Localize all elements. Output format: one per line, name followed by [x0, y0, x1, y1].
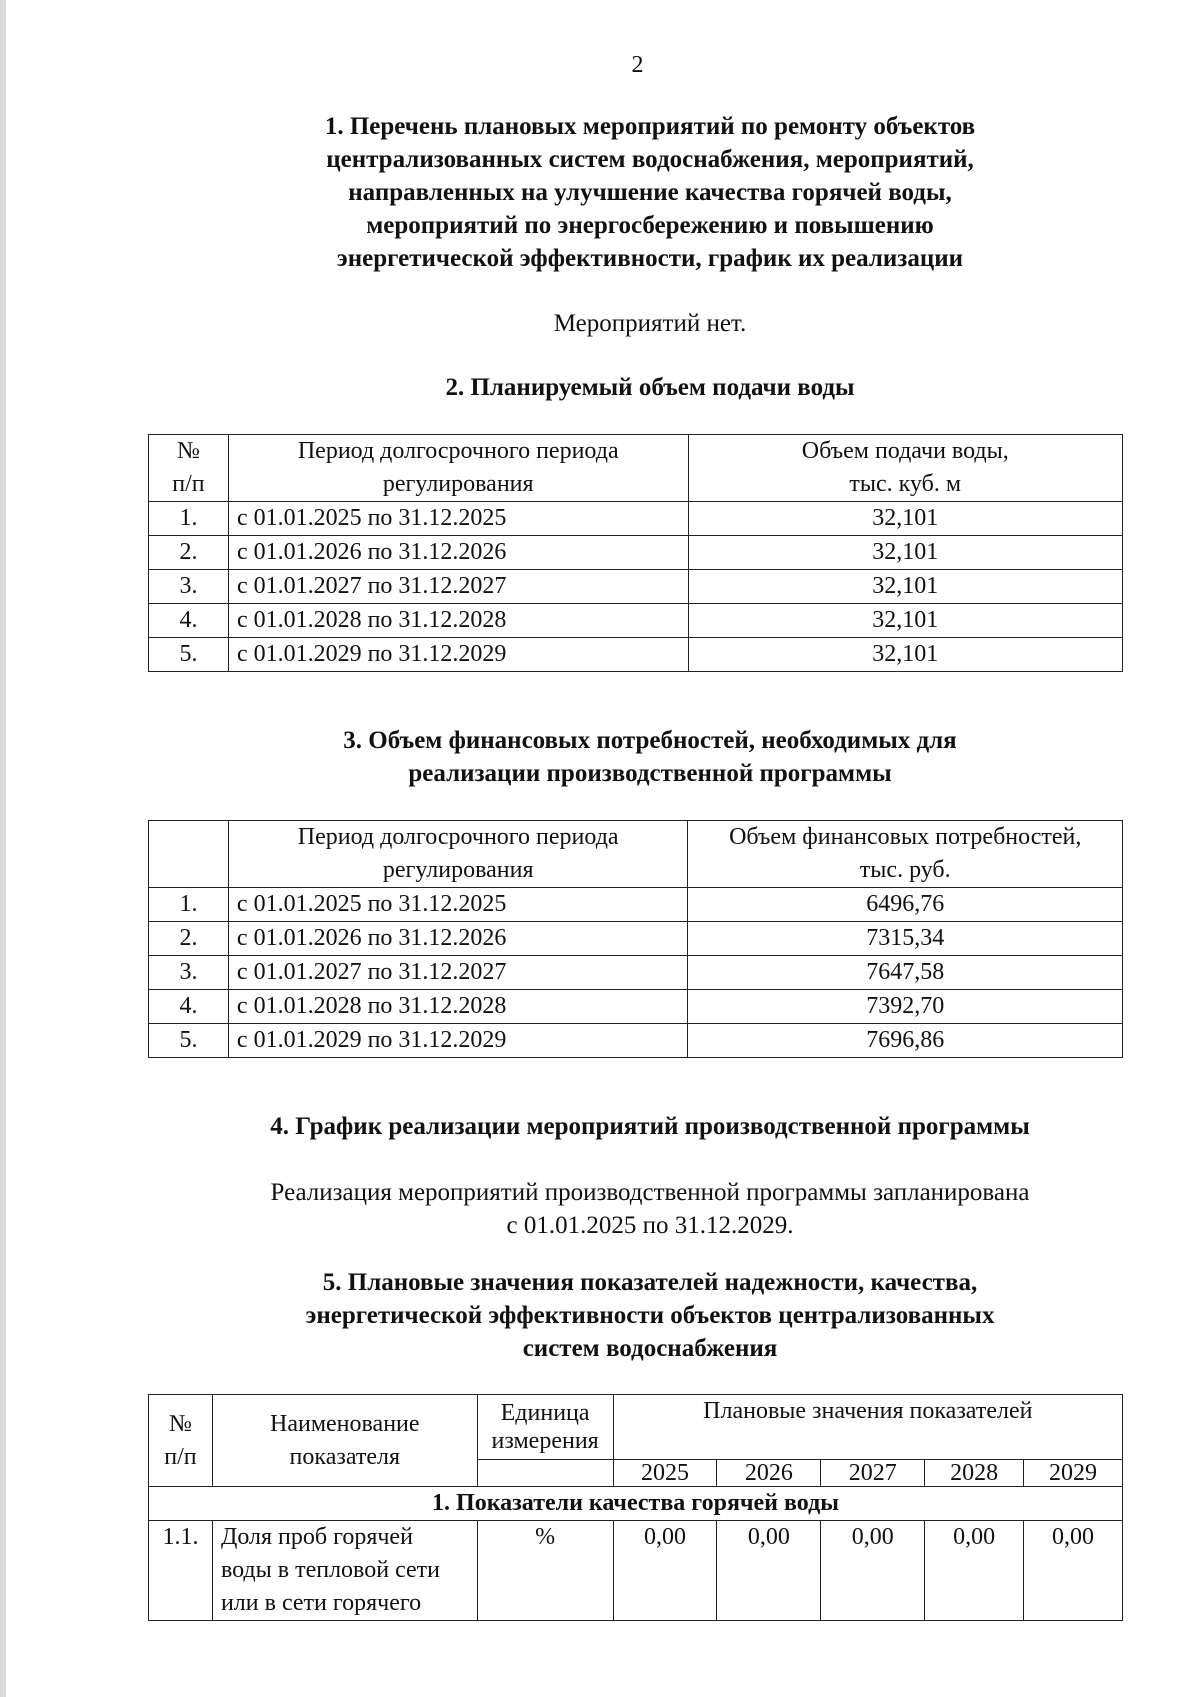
table-row	[149, 570, 1123, 604]
group-label: 1. Показатели качества горячей воды	[149, 1487, 1123, 1521]
header-planned: Плановые значения показателей	[613, 1395, 1122, 1460]
header-text: №	[169, 1410, 192, 1437]
row-period: с 01.01.2027 по 31.12.2027	[228, 570, 688, 604]
header-text: Период долгосрочного периода	[297, 824, 619, 850]
header-year: 2027	[821, 1460, 925, 1487]
section3-title	[150, 724, 1150, 790]
table-header-row	[149, 1395, 1123, 1460]
section5-title	[150, 1266, 1150, 1365]
row-period: с 01.01.2026 по 31.12.2026	[228, 536, 688, 570]
row-period: с 01.01.2028 по 31.12.2028	[228, 604, 688, 638]
row-num: 1.	[149, 502, 229, 536]
table-row	[149, 1024, 1123, 1058]
row-num: 1.1.	[149, 1521, 213, 1621]
header-year: 2028	[925, 1460, 1024, 1487]
header-text: Единица	[500, 1400, 590, 1426]
header-year: 2026	[717, 1460, 821, 1487]
table-row	[149, 956, 1123, 990]
header-text: Объем подачи воды,	[801, 438, 1009, 464]
header-num	[149, 821, 229, 888]
row-period: с 01.01.2028 по 31.12.2028	[228, 990, 688, 1024]
scan-edge	[0, 0, 6, 1697]
title-line: мероприятий по энергосбережению и повышению	[366, 212, 934, 239]
title-line: централизованных систем водоснабжения, мероприятий,	[326, 146, 974, 173]
table-group-row	[149, 1487, 1123, 1521]
title-line: энергетической эффективности объектов централизованных	[305, 1302, 995, 1329]
row-name-line: или в сети горячего	[220, 1590, 422, 1616]
row-unit: %	[477, 1521, 613, 1621]
header-value	[688, 821, 1123, 888]
section1-title	[150, 110, 1150, 275]
row-value: 0,00	[717, 1521, 821, 1621]
header-text: регулирования	[382, 471, 534, 497]
table-row	[149, 638, 1123, 672]
table-header-row	[149, 435, 1123, 502]
row-value: 0,00	[613, 1521, 717, 1621]
header-num	[149, 435, 229, 502]
header-text: Период долгосрочного периода	[297, 438, 619, 464]
row-num: 3.	[149, 956, 229, 990]
text-line: с 01.01.2025 по 31.12.2029.	[506, 1212, 794, 1239]
header-text: измерения	[491, 1428, 599, 1454]
table-row	[149, 604, 1123, 638]
table-row	[149, 888, 1123, 922]
header-unit-empty	[477, 1460, 613, 1487]
row-name	[212, 1521, 477, 1621]
row-value: 6496,76	[688, 888, 1123, 922]
row-period: с 01.01.2026 по 31.12.2026	[228, 922, 688, 956]
table-row	[149, 1521, 1123, 1621]
row-value: 32,101	[688, 638, 1123, 672]
row-num: 4.	[149, 990, 229, 1024]
section2-title: 2. Планируемый объем подачи воды	[445, 374, 855, 401]
indicators-table	[148, 1394, 1123, 1621]
page-number: 2	[631, 52, 644, 78]
header-text: показателя	[289, 1443, 401, 1470]
row-value: 7647,58	[688, 956, 1123, 990]
title-line: энергетической эффективности, график их реализации	[336, 245, 964, 272]
row-value: 32,101	[688, 570, 1123, 604]
row-period: с 01.01.2025 по 31.12.2025	[228, 502, 688, 536]
row-num: 2.	[149, 536, 229, 570]
row-name-line: Доля проб горячей	[220, 1524, 413, 1550]
header-text: №	[177, 438, 200, 464]
row-value: 7315,34	[688, 922, 1123, 956]
table-row	[149, 922, 1123, 956]
row-num: 3.	[149, 570, 229, 604]
header-year: 2029	[1024, 1460, 1123, 1487]
title-line: 1. Перечень плановых мероприятий по ремонту объектов	[324, 113, 976, 140]
table-row	[149, 536, 1123, 570]
header-text: Объем финансовых потребностей,	[729, 824, 1082, 850]
row-num: 2.	[149, 922, 229, 956]
row-period: с 01.01.2025 по 31.12.2025	[228, 888, 688, 922]
text-line: Реализация мероприятий производственной программы запланирована	[270, 1179, 1030, 1206]
header-unit	[477, 1395, 613, 1460]
row-value: 7392,70	[688, 990, 1123, 1024]
row-num: 1.	[149, 888, 229, 922]
header-text: регулирования	[382, 857, 534, 883]
title-line: систем водоснабжения	[522, 1335, 778, 1362]
header-num	[149, 1395, 213, 1487]
row-value: 0,00	[925, 1521, 1024, 1621]
water-supply-table	[148, 434, 1123, 672]
row-num: 5.	[149, 638, 229, 672]
financial-needs-table	[148, 820, 1123, 1058]
row-num: 5.	[149, 1024, 229, 1058]
title-line: 3. Объем финансовых потребностей, необходимых для	[343, 727, 957, 754]
row-value: 0,00	[1024, 1521, 1123, 1621]
row-value: 32,101	[688, 604, 1123, 638]
row-value: 32,101	[688, 502, 1123, 536]
row-num: 4.	[149, 604, 229, 638]
table-row	[149, 990, 1123, 1024]
header-text: тыс. куб. м	[849, 471, 962, 497]
row-value: 7696,86	[688, 1024, 1123, 1058]
header-period	[228, 435, 688, 502]
header-text: тыс. руб.	[859, 857, 951, 883]
row-period: с 01.01.2027 по 31.12.2027	[228, 956, 688, 990]
row-period: с 01.01.2029 по 31.12.2029	[228, 638, 688, 672]
row-period: с 01.01.2029 по 31.12.2029	[228, 1024, 688, 1058]
title-line: направленных на улучшение качества горячей воды,	[348, 179, 952, 206]
header-value	[688, 435, 1123, 502]
header-text: п/п	[164, 1443, 197, 1470]
title-line: 5. Плановые значения показателей надежности, качества,	[322, 1269, 978, 1296]
row-name-line: воды в тепловой сети	[220, 1557, 440, 1583]
header-period	[228, 821, 688, 888]
title-line: реализации производственной программы	[408, 760, 892, 787]
row-value: 0,00	[821, 1521, 925, 1621]
table-row	[149, 502, 1123, 536]
row-value: 32,101	[688, 536, 1123, 570]
section4-text	[150, 1176, 1150, 1242]
table-header-row	[149, 821, 1123, 888]
section1-text: Мероприятий нет.	[553, 310, 747, 337]
header-name	[212, 1395, 477, 1487]
section4-title: 4. График реализации мероприятий производственной программы	[270, 1113, 1030, 1140]
header-year: 2025	[613, 1460, 717, 1487]
header-text: Наименование	[270, 1410, 420, 1437]
header-text: п/п	[172, 471, 205, 497]
